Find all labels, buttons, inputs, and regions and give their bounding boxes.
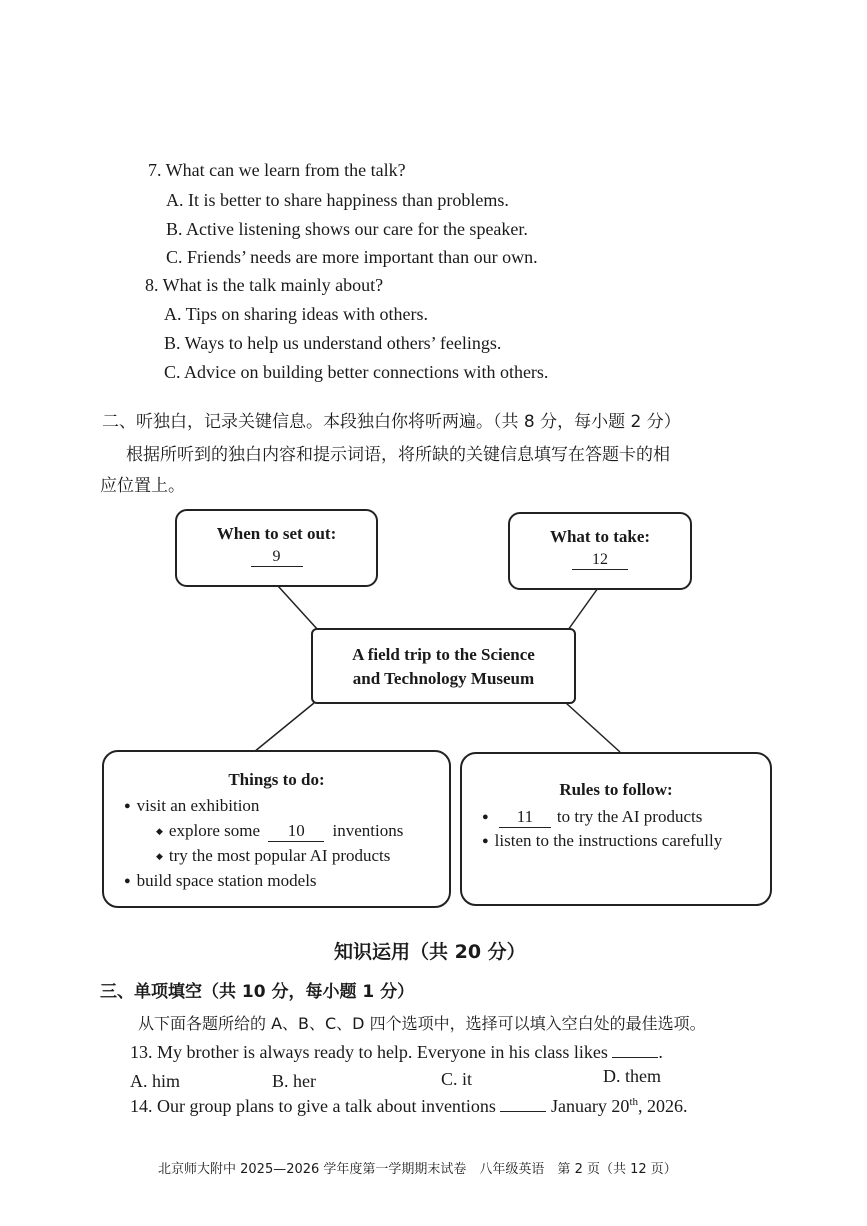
- things-to-do-title: Things to do:: [228, 770, 325, 789]
- section-2-instruction-line2: 应位置上。: [100, 476, 185, 496]
- things-subitem-explore: [156, 821, 403, 842]
- section-3-heading: 三、单项填空（共 10 分，每小题 1 分）: [100, 982, 415, 1002]
- rules-item-2-text: listen to the instructions carefully: [494, 831, 723, 850]
- rules-item-2: [482, 831, 722, 851]
- page-footer: 北京师大附中 2025—2026 学年度第一学期期末试卷 八年级英语 第 2 页（共 12 页）: [158, 1162, 677, 1177]
- things-subitem-try-text: try the most popular AI products: [168, 846, 391, 865]
- rules-to-follow-title: Rules to follow:: [559, 780, 673, 799]
- blank-9: 9: [251, 548, 303, 567]
- rules-to-follow-box: [460, 752, 772, 906]
- things-subitem-try: [156, 846, 390, 866]
- question-13-option-c: C. it: [441, 1069, 473, 1089]
- question-8-option-b: B. Ways to help us understand others’ feelings.: [164, 333, 502, 353]
- question-14: [130, 1096, 688, 1117]
- question-8-option-a: A. Tips on sharing ideas with others.: [164, 304, 429, 324]
- section-3-instruction: 从下面各题所给的 A、B、C、D 四个选项中，选择可以填入空白处的最佳选项。: [138, 1014, 706, 1033]
- question-14-stem: 14. Our group plans to give a talk about inventions: [130, 1096, 496, 1116]
- things-item-build: [124, 871, 317, 891]
- question-7-option-a: A. It is better to share happiness than problems.: [166, 190, 509, 210]
- blank-11: 11: [499, 807, 551, 828]
- when-to-set-out-title: When to set out:: [216, 524, 337, 543]
- question-13-blank: [612, 1057, 658, 1058]
- things-item-build-text: build space station models: [136, 871, 317, 890]
- mindmap-center-line2: and Technology Museum: [352, 669, 535, 688]
- things-subitem-explore-prefix: explore some: [168, 821, 261, 840]
- bullet-icon: [482, 807, 495, 826]
- question-13-end: .: [658, 1042, 663, 1062]
- knowledge-heading: 知识运用（共 20 分）: [334, 941, 526, 963]
- section-2-instruction-line1: 根据所听到的独白内容和提示词语，将所缺的关键信息填写在答题卡的相: [126, 445, 670, 465]
- things-to-do-box: [102, 750, 451, 908]
- mindmap-center-box: [311, 628, 576, 704]
- question-7-option-c: C. Friends’ needs are more important than our own.: [166, 247, 538, 267]
- question-13-stem: 13. My brother is always ready to help. Everyone in his class likes: [130, 1042, 608, 1062]
- question-7-stem: 7. What can we learn from the talk?: [148, 160, 406, 180]
- question-8-option-c: C. Advice on building better connections with others.: [164, 362, 549, 382]
- question-13-option-b: B. her: [272, 1071, 316, 1091]
- question-8-stem: 8. What is the talk mainly about?: [145, 275, 384, 295]
- things-item-visit-text: visit an exhibition: [136, 796, 260, 815]
- question-14-blank: [500, 1111, 546, 1112]
- when-to-set-out-box: [175, 509, 378, 587]
- rules-item-1: [482, 807, 702, 828]
- section-2-heading: 二、听独白，记录关键信息。本段独白你将听两遍。（共 8 分，每小题 2 分）: [102, 412, 681, 432]
- question-7-option-b: B. Active listening shows our care for the speaker.: [166, 219, 528, 239]
- bullet-icon: [124, 871, 137, 890]
- blank-12: 12: [572, 551, 628, 570]
- bullet-icon: [482, 831, 495, 850]
- rules-item-1-text: to try the AI products: [556, 807, 703, 826]
- diamond-icon: [156, 821, 169, 840]
- question-14-year: , 2026.: [638, 1096, 688, 1116]
- question-13-option-a: A. him: [130, 1071, 181, 1091]
- blank-10: 10: [268, 821, 324, 842]
- question-14-date-suffix: th: [629, 1096, 638, 1108]
- question-13: [130, 1042, 663, 1063]
- mindmap-center-line1: A field trip to the Science: [352, 645, 535, 664]
- what-to-take-box: [508, 512, 692, 590]
- what-to-take-title: What to take:: [549, 527, 651, 546]
- things-item-visit: [124, 796, 259, 816]
- things-subitem-explore-suffix: inventions: [332, 821, 404, 840]
- question-14-date: January 20: [550, 1096, 630, 1116]
- question-13-option-d: D. them: [603, 1066, 661, 1086]
- diamond-icon: [156, 846, 169, 865]
- bullet-icon: [124, 796, 137, 815]
